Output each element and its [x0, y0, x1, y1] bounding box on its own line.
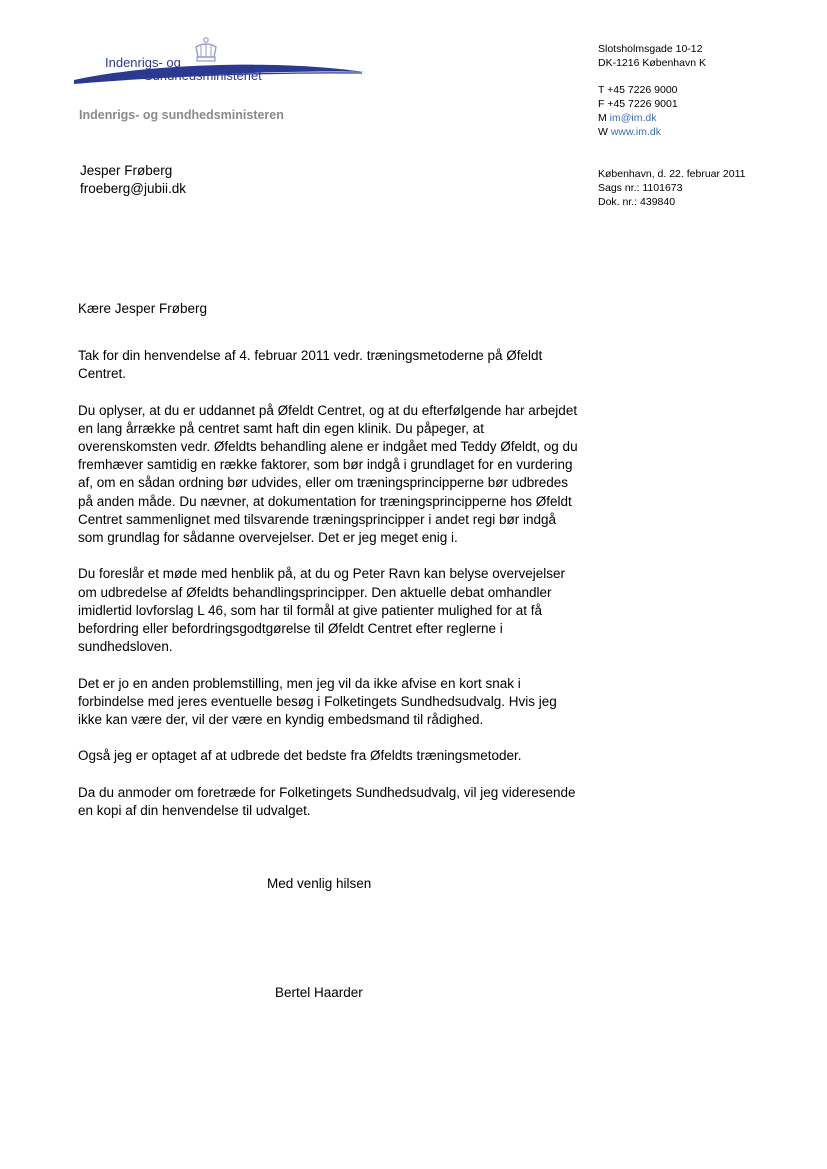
web-line [598, 125, 678, 139]
recipient-name: Jesper Frøberg [80, 163, 173, 178]
closing: Med venlig hilsen [267, 876, 372, 891]
logo-line-2: Sundhedsministeriet [144, 68, 262, 83]
phone-number: T +45 7226 9000 [598, 84, 678, 96]
fax-number: F +45 7226 9001 [598, 98, 678, 110]
address-block [598, 42, 706, 70]
letter-body [78, 300, 578, 838]
document-info [598, 167, 746, 209]
case-number: Sags nr.: 1101673 [598, 182, 683, 194]
mail-prefix: M [598, 112, 610, 124]
address-line: DK-1216 København K [598, 57, 706, 69]
logo-line-1: Indenrigs- og [105, 55, 181, 70]
recipient-block [80, 162, 186, 198]
paragraph: Du foreslår et møde med henblik på, at du og Peter Ravn kan belyse overvejelser om udbredelse af Øfeldts behandlingsprincipper. Den aktuelle debat omhandler imidlertid lovforslag L 46, som har til formål at give patienter mulighed for at få befordring eller befordringsgodtgørelse til Øfeldt Centret efter reglerne i sundhedsloven. [78, 566, 566, 655]
web-prefix: W [598, 126, 611, 138]
paragraph: Da du anmoder om foretræde for Folketingets Sundhedsudvalg, vil jeg videresende en kopi af din henvendelse til udvalget. [78, 784, 576, 818]
ministry-logo [72, 36, 367, 96]
date-line: København, d. 22. februar 2011 [598, 168, 746, 180]
paragraph: Tak for din henvendelse af 4. februar 2011 vedr. træningsmetoderne på Øfeldt Centret. [78, 348, 543, 382]
paragraph: Det er jo en anden problemstilling, men jeg vil da ikke afvise en kort snak i forbindelse med jeres eventuelle besøg i Folketingets Sundhedsudvalg. Hvis jeg ikke kan være der, vil der være en kyndig embedsmand til rådighed. [78, 675, 557, 728]
salutation: Kære Jesper Frøberg [78, 301, 208, 316]
paragraph: Du oplyser, at du er uddannet på Øfeldt Centret, og at du efterfølgende har arbejdet en lang årrække på centret samt haft din egen klinik. Du påpeger, at overenskomsten vedr. Øfeldts behandling alene er indgået med Teddy Øfeldt, og du fremhæver samtidig en række faktorer, som bør indgå i grundlaget for en vurdering af, om en sådan ordning bør udvides, eller om træningsprincipperne bør udbredes på anden måde. Du nævner, at dokumentation for træningsprincipperne hos Øfeldt Centret sammenlignet med tilsvarende træningsprincipper i andet regi bør indgå som grundlag for sådanne overvejelser. Det er jeg meget enig i. [78, 402, 578, 546]
mail-line [598, 111, 678, 125]
address-line: Slotsholmsgade 10-12 [598, 43, 703, 55]
mail-link[interactable]: im@im.dk [609, 112, 657, 124]
paragraph: Også jeg er optaget af at udbrede det bedste fra Øfeldts træningsmetoder. [78, 748, 522, 764]
recipient-email: froeberg@jubii.dk [80, 181, 187, 196]
document-number: Dok. nr.: 439840 [598, 196, 676, 208]
crown-icon [193, 37, 219, 63]
web-link[interactable]: www.im.dk [610, 126, 662, 138]
minister-title: Indenrigs- og sundhedsministeren [79, 108, 284, 122]
contact-block [598, 83, 678, 139]
signature-name: Bertel Haarder [275, 985, 363, 1000]
